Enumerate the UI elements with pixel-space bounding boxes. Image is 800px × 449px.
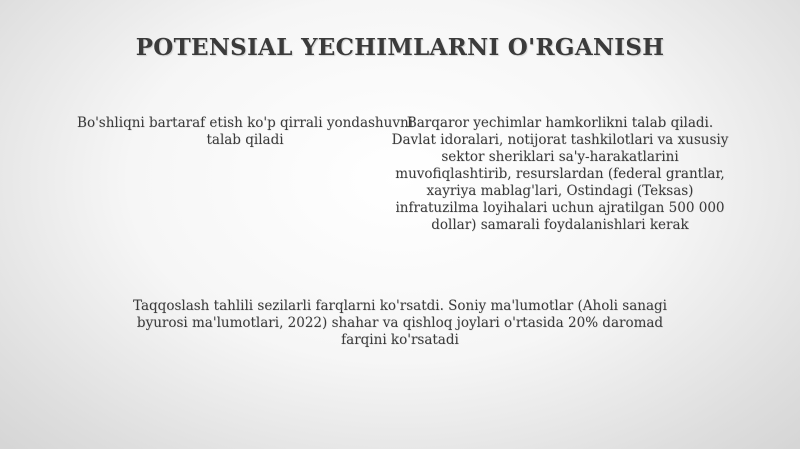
slide-title: POTENSIAL YECHIMLARNI O'RGANISH [135, 34, 665, 61]
left-column-text: Bo'shliqni bartaraf etish ko'p qirrali yondashuvni talab qiladi [77, 115, 413, 148]
bottom-text: Taqqoslash tahlili sezilarli farqlarni ko'rsatdi. Soniy ma'lumotlar (Aholi sanagi byurosi ma'lumotlari, 2022) shahar va qishloq joylari o'rtasida 20% daromad farqini ko'rsatadi [133, 298, 667, 348]
right-column-text: Barqaror yechimlar hamkorlikni talab qiladi. Davlat idoralari, notijorat tashkilotlari va xususiy sektor sheriklari sa'y-harakatlarini muvofiqlashtirib, resurslardan (federal grantlar, xayriya mablag'lari, Ostindagi (Teksas) infratuzilma loyihalari uchun ajratilgan 500 000 dollar) samarali foydalanishlari kerak [391, 115, 729, 233]
